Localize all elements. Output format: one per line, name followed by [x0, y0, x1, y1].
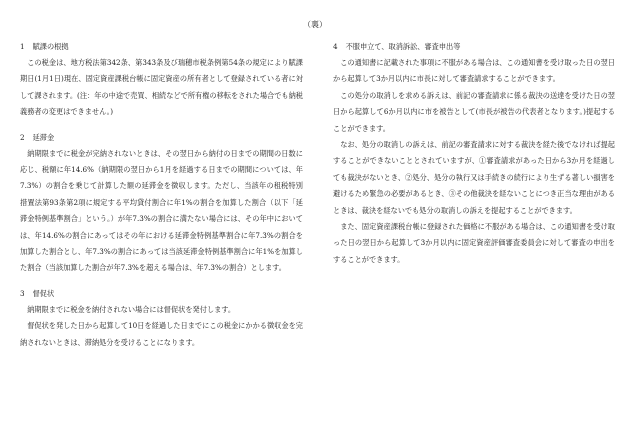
section-heading — [20, 42, 303, 51]
right-column — [333, 42, 615, 268]
page-side-label: （裏） — [303, 20, 327, 29]
paragraph: この処分の取消しを求める訴えは、前記の審査請求に係る裁決の送達を受けた日の翌日から起算して6か月以内に市を被告として(市長が被告の代表者となります。)提起することができます。 — [333, 90, 615, 133]
paragraph: また、固定資産課税台帳に登録された価格に不服がある場合は、この通知書を受け取った日の翌日から起算して3か月以内に固定資産評価審査委員会に対して審査の申出をすることができます。 — [333, 222, 615, 264]
paragraph: 納期限までに税金を納付されない場合には督促状を発付します。 — [27, 304, 236, 314]
section-heading — [20, 289, 303, 298]
section-number: 1 — [20, 42, 25, 51]
paragraph: 督促状を発した日から起算して10日を経過した日までにこの税金にかかる徴収金を完納されないときは、滞納処分を受けることになります。 — [20, 321, 303, 347]
paragraph: 納期限までに税金が完納されないときは、その翌日から納付の日までの期間の日数に応じ、税額に年14.6%（納期限の翌日から1月を経過する日までの期間については、年7.3%）の割合を乗じて計算した額の延滞金を徴収します。ただし、当該年の租税特別措置法第93条第2項に規定する平均貸付割合に年1%の割合を加算した割合（以下「延滞金特例基準割合」という。）が年7.3%の割合に満たない場合には、その年中においては、年14.6%の割合にあってはその年における延滞金特例基準割合に年7.3%の割合を加算した割合とし、年7.3%の割合にあっては当該延滞金特例基準割合に年1%を加算した割合（当該加算した割合が年7.3%を超える場合は、年7.3%の割合）とします。 — [20, 148, 303, 273]
section-heading — [20, 133, 303, 142]
section-number: 2 — [20, 132, 25, 142]
section-number: 3 — [20, 288, 25, 298]
paragraph: なお、処分の取消しの訴えは、前記の審査請求に対する裁決を経た後でなければ提起することができないこととされていますが、①審査請求があった日から3か月を経過しても裁決がないとき、②処分、処分の執行又は手続きの続行により生ずる著しい損害を避けるため緊急の必要があるとき、③その他裁決を経ないことにつき正当な理由があるときは、裁決を経ないでも処分の取消しの訴えを提起することができます。 — [333, 140, 615, 215]
left-column — [20, 42, 303, 351]
section-number: 4 — [333, 42, 338, 51]
paragraph: この通知書に記載された事項に不服がある場合は、この通知書を受け取った日の翌日から起算して3か月以内に市長に対して審査請求することができます。 — [333, 58, 615, 84]
section-title: 督促状 — [32, 288, 55, 298]
section-title: 延滞金 — [32, 132, 55, 142]
paragraph: この税金は、地方税法第342条、第343条及び瑞穂市税条例第54条の規定により賦課期日(1月1日)現在、固定資産課税台帳に固定資産の所有者として登録されている者に対して課されます。(注：年の中途で売買、相続などで所有権の移転をされた場合でも納税義務者の変更はできません。) — [20, 58, 303, 117]
section-title: 不服申立て、取消訴訟、審査申出等 — [345, 42, 461, 51]
section-title: 賦課の根拠 — [32, 42, 69, 51]
section-heading — [333, 42, 615, 51]
